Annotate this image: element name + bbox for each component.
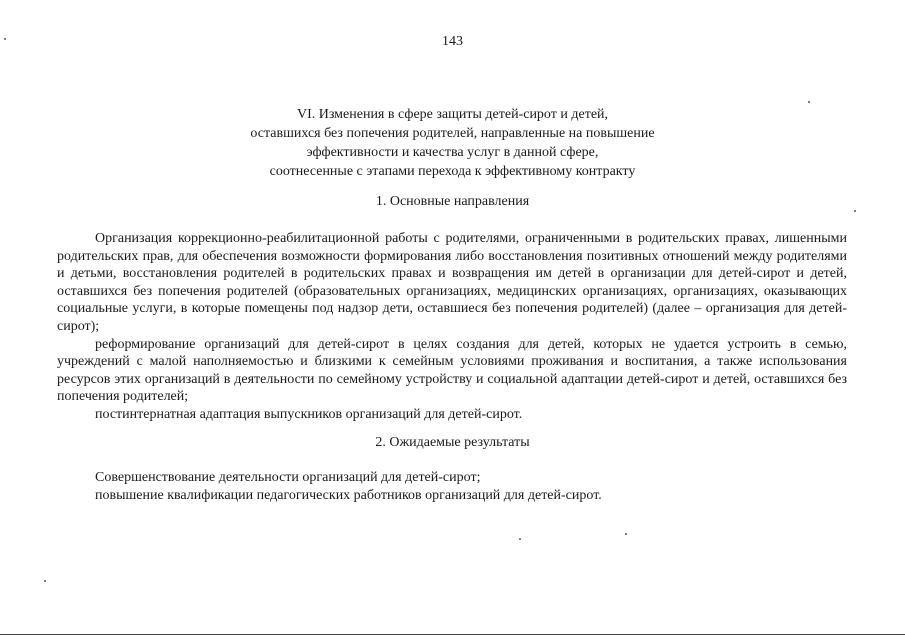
page-number: 143	[442, 34, 463, 49]
paragraph: повышение квалификации педагогических работников организаций для детей-сирот.	[95, 487, 602, 503]
section-title-line: оставшихся без попечения родителей, направленные на повышение	[250, 126, 655, 141]
scan-speck	[808, 101, 810, 103]
section-title-line: эффективности и качества услуг в данной сфере,	[306, 145, 599, 160]
subsection-2-heading: 2. Ожидаемые результаты	[375, 435, 530, 450]
section-title-line: VI. Изменения в сфере защиты детей-сирот и детей,	[296, 107, 609, 122]
scan-bottom-edge	[0, 634, 905, 635]
scan-speck	[854, 210, 856, 212]
paragraph: реформирование организаций для детей-сирот в целях создания для детей, которых не удается устроить в семью, учреждений с малой наполняемостью и близкими к семейным условиями проживания и воспитания, а также использования ресурсов этих организаций в деятельности по семейному устройству и социальной адаптации детей-сирот и детей, оставшихся без попечения родителей;	[57, 336, 847, 405]
paragraph: Организация коррекционно-реабилитационной работы с родителями, ограниченными в родительских правах, лишенными родительских прав, для обеспечения возможности формирования либо восстановления позитивных отношений между родителями и детьми, восстановления родителей в родительских правах и возвращения им детей в организации для детей-сирот и детей, оставшихся без попечения родителей (образовательных организациях, медицинских организациях, организациях, оказывающих социальные услуги, в которые помещены под надзор дети, оставшиеся без попечения родителей) (далее – организация для детей-сирот);	[57, 231, 847, 334]
section-title-line: соотнесенные с этапами перехода к эффективному контракту	[269, 164, 636, 179]
paragraph: постинтернатная адаптация выпускников организаций для детей-сирот.	[95, 406, 523, 422]
scan-speck	[625, 533, 627, 535]
subsection-1-heading: 1. Основные направления	[375, 194, 530, 209]
scan-speck	[519, 538, 521, 540]
subsection-2-body	[57, 469, 847, 504]
subsection-1-body	[57, 230, 847, 424]
scan-speck	[44, 580, 46, 582]
section-title	[0, 105, 905, 181]
paragraph: Совершенствование деятельности организаций для детей-сирот;	[95, 470, 481, 485]
scan-speck	[4, 38, 6, 40]
